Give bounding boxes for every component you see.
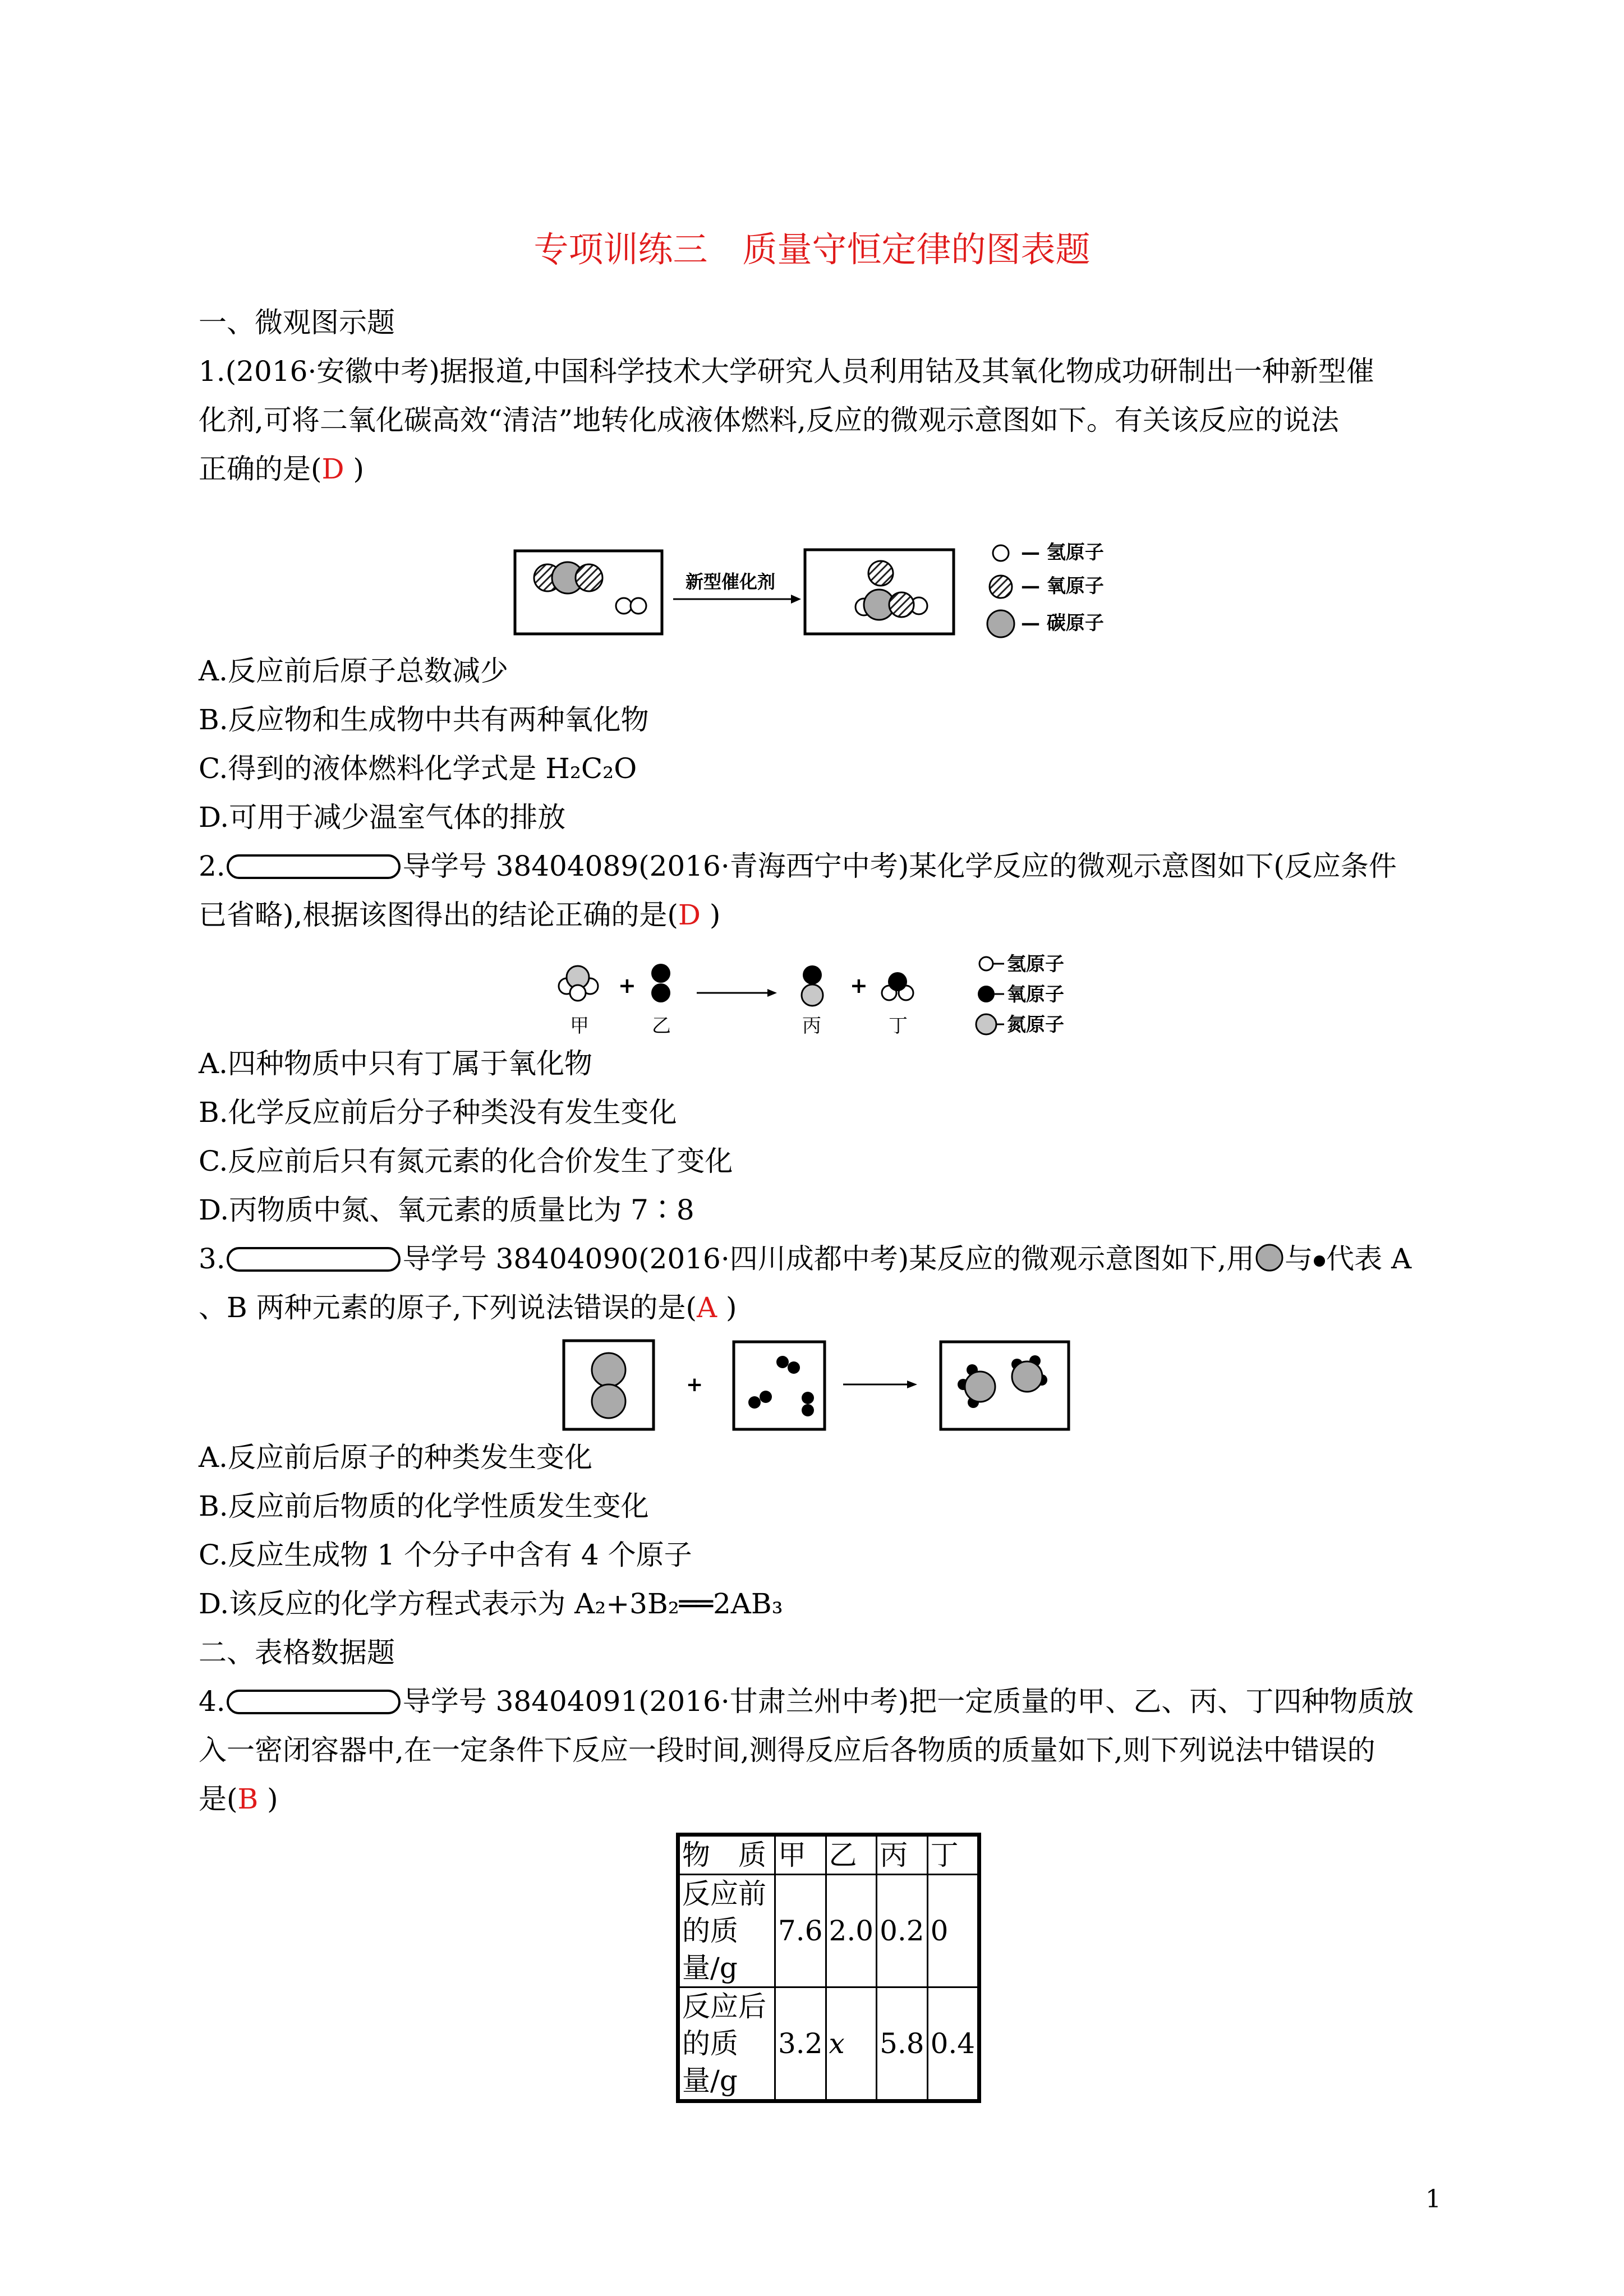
legend-hydrogen: — 氢原子 (1021, 541, 1104, 564)
mass-data-table (676, 1833, 981, 2103)
q4-line2: 入一密闭容器中,在一定条件下反应一段时间,测得反应后各物质的质量如下,则下列说法中错误的 (199, 1734, 1375, 1766)
q3-line2: 、B 两种元素的原子,下列说法错误的是(A ) (199, 1291, 737, 1324)
q3-reaction-diagram (558, 1335, 1085, 1436)
q3-option-c: C.反应生成物 1 个分子中含有 4 个原子 (199, 1539, 692, 1571)
q3-option-a: A.反应前后原子的种类发生变化 (199, 1441, 593, 1474)
q2-option-c: C.反应前后只有氮元素的化合价发生了变化 (199, 1145, 733, 1177)
section-heading-2: 二、表格数据题 (199, 1636, 395, 1669)
q1-answer: D (321, 453, 344, 485)
page-title: 专项训练三 质量守恒定律的图表题 (533, 229, 1091, 270)
q3-option-d: D.该反应的化学方程式表示为 A₂+3B₂══2AB₃ (199, 1588, 783, 1620)
q3-line1: 3. 导学号 38404090(2016·四川成都中考)某反应的微观示意图如下,用 与 代表 A (199, 1243, 1412, 1275)
table-header-cell: 乙 (826, 1835, 877, 1875)
table-header-cell: 物 质 (678, 1835, 775, 1875)
table-cell: 2.0 (826, 1875, 877, 1987)
blank-oval (227, 1247, 401, 1272)
table-row (678, 1987, 979, 2101)
table-cell: 0.4 (927, 1987, 979, 2101)
section-heading-1: 一、微观图示题 (199, 306, 395, 339)
legend-nitrogen: 氮原子 (1007, 1014, 1064, 1036)
table-header-cell: 甲 (775, 1835, 826, 1875)
q3-answer: A (697, 1291, 717, 1324)
atom-b-icon (1313, 1253, 1326, 1269)
table-cell: 3.2 (775, 1987, 826, 2101)
table-header-cell: 丙 (877, 1835, 928, 1875)
arrow-label: 新型催化剂 (686, 571, 776, 592)
blank-oval (227, 1690, 401, 1714)
q2-reaction-diagram (550, 948, 1088, 1038)
plus-sign: + (850, 973, 868, 998)
atom-a-icon (1254, 1243, 1285, 1273)
q1-line2: 化剂,可将二氧化碳高效“清洁”地转化成液体燃料,反应的微观示意图如下。有关该反应的说法 (199, 404, 1339, 436)
table-cell: 反应后的质量/g (678, 1987, 775, 2101)
table-row (678, 1875, 979, 1987)
q2-option-b: B.化学反应前后分子种类没有发生变化 (199, 1096, 677, 1129)
page-number: 1 (1425, 2185, 1441, 2214)
legend-hydrogen: 氢原子 (1007, 953, 1064, 976)
table-cell: 0.2 (877, 1875, 928, 1987)
q1-option-a: A.反应前后原子总数减少 (199, 655, 509, 687)
q1-option-b: B.反应物和生成物中共有两种氧化物 (199, 703, 649, 736)
q1-line3: 正确的是(D ) (199, 453, 365, 485)
q4-line1: 4. 导学号 38404091(2016·甘肃兰州中考)把一定质量的甲、乙、丙、丁四种物质放 (199, 1685, 1414, 1718)
q2-answer: D (678, 899, 701, 931)
q1-reaction-diagram (505, 533, 1144, 656)
q2-line2: 已省略),根据该图得出的结论正确的是(D ) (199, 899, 721, 931)
table-header-row (678, 1835, 979, 1875)
q2-option-a: A.四种物质中只有丁属于氧化物 (199, 1047, 593, 1080)
label-bing: 丙 (802, 1015, 821, 1037)
table-header-cell: 丁 (927, 1835, 979, 1875)
table-cell: x (826, 1987, 877, 2101)
label-yi: 乙 (652, 1015, 671, 1037)
label-ding: 丁 (889, 1015, 908, 1037)
table-cell: 5.8 (877, 1987, 928, 2101)
q2-option-d: D.丙物质中氮、氧元素的质量比为 7∶8 (199, 1194, 694, 1226)
legend-oxygen: — 氧原子 (1021, 575, 1104, 597)
table-cell: 0 (927, 1875, 979, 1987)
q3-option-b: B.反应前后物质的化学性质发生变化 (199, 1490, 649, 1522)
plus-sign: + (618, 973, 636, 998)
q1-line1: 1.(2016·安徽中考)据报道,中国科学技术大学研究人员利用钴及其氧化物成功研制出一种新型催 (199, 355, 1374, 388)
legend-carbon: — 碳原子 (1021, 612, 1104, 634)
plus-sign: + (686, 1373, 703, 1396)
legend-oxygen: 氧原子 (1007, 983, 1064, 1006)
q1-option-c: C.得到的液体燃料化学式是 H₂C₂O (199, 752, 637, 785)
q4-line3: 是(B ) (199, 1783, 278, 1815)
table-cell: 反应前的质量/g (678, 1875, 775, 1987)
q1-option-d: D.可用于减少温室气体的排放 (199, 801, 566, 834)
label-jia: 甲 (570, 1015, 589, 1037)
blank-oval (227, 854, 401, 879)
table-cell: 7.6 (775, 1875, 826, 1987)
q4-answer: B (237, 1783, 259, 1815)
q2-line1: 2. 导学号 38404089(2016·青海西宁中考)某化学反应的微观示意图如下(反应条件 (199, 850, 1397, 882)
